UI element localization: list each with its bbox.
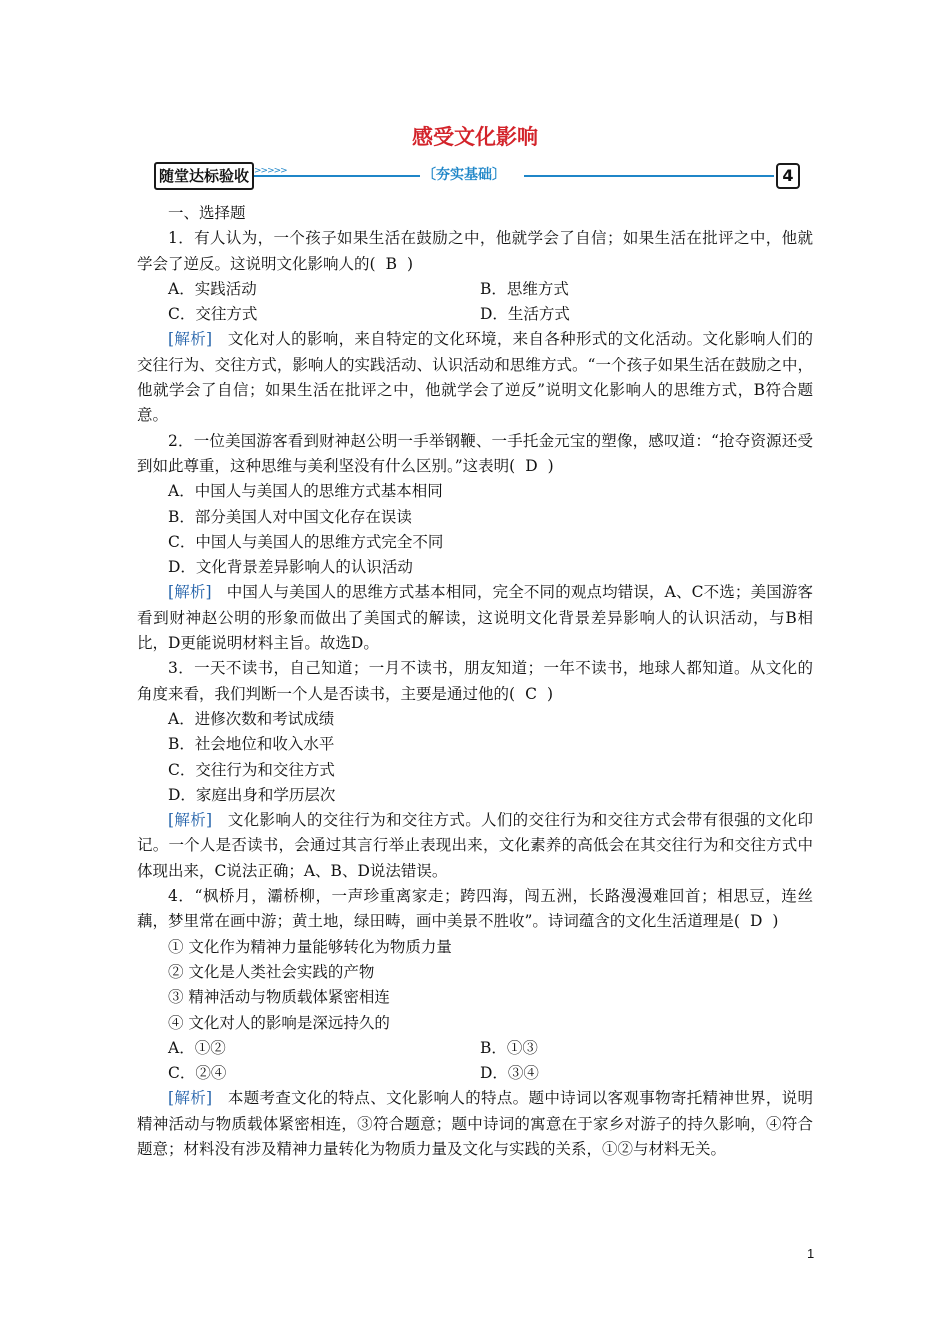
q4-item-3: ③ 精神活动与物质载体紧密相连 bbox=[168, 988, 390, 1007]
question-3 bbox=[137, 656, 813, 707]
banner-tag: 〔夯实基础〕 bbox=[422, 167, 506, 183]
banner-label: 随堂达标验收 bbox=[154, 162, 254, 190]
q2-option-c: C．中国人与美国人的思维方式完全不同 bbox=[168, 532, 444, 551]
page-number: 1 bbox=[807, 1246, 815, 1261]
q4-analysis bbox=[137, 1086, 813, 1162]
banner-arrows: >>>>> bbox=[254, 166, 287, 176]
q2-answer: D bbox=[525, 456, 538, 475]
q1-analysis bbox=[137, 327, 813, 428]
q1-option-a: A．实践活动 bbox=[168, 279, 257, 298]
q2-option-d: D．文化背景差异影响人的认识活动 bbox=[168, 558, 413, 577]
q3-analysis-text: 文化影响人的交往行为和交往方式。人们的交往行为和交往方式会带有很强的文化印记。一个人是否读书，会通过其言行举止表现出来，文化素养的高低会在其交往行为和交往方式中体现出来，C说法正确；A、B、D说法错误。 bbox=[137, 811, 813, 880]
q3-analysis bbox=[137, 808, 813, 884]
q2-analysis-label: [解析] bbox=[168, 583, 212, 602]
q4-analysis-label: [解析] bbox=[168, 1089, 213, 1108]
q4-options-row2 bbox=[137, 1061, 813, 1086]
q4-item-4: ④ 文化对人的影响是深远持久的 bbox=[168, 1013, 390, 1032]
q3-analysis-label: [解析] bbox=[168, 811, 213, 830]
document-body bbox=[137, 201, 813, 1162]
question-4 bbox=[137, 884, 813, 935]
q4-options-row1 bbox=[137, 1036, 813, 1061]
q1-analysis-text: 文化对人的影响，来自特定的文化环境，来自各种形式的文化活动。文化影响人们的交往行为、交往方式，影响人的实践活动、认识活动和思维方式。“一个孩子如果生活在鼓励之中，他就学会了自信；如果生活在批评之中，他就学会了逆反”说明文化影响人的思维方式，B符合题意。 bbox=[137, 330, 813, 425]
q3-answer: C bbox=[525, 684, 537, 703]
q3-option-d: D．家庭出身和学历层次 bbox=[168, 785, 336, 804]
q4-item-2: ② 文化是人类社会实践的产物 bbox=[168, 962, 375, 981]
q1-close: ) bbox=[406, 254, 414, 273]
q2-option-a: A．中国人与美国人的思维方式基本相同 bbox=[168, 482, 443, 501]
q2-analysis bbox=[137, 580, 813, 656]
q4-answer: D bbox=[749, 912, 763, 931]
q4-option-d: D．③④ bbox=[480, 1064, 539, 1083]
q1-option-c: C．交往方式 bbox=[168, 305, 258, 324]
q2-option-b: B．部分美国人对中国文化存在误读 bbox=[168, 507, 412, 526]
question-1 bbox=[137, 226, 813, 277]
q1-stem-b: 他就学会了逆反。这说明文化影响人的( bbox=[137, 229, 813, 273]
q3-option-c: C．交往行为和交往方式 bbox=[168, 760, 335, 779]
q3-close: ) bbox=[546, 684, 553, 703]
section-banner bbox=[154, 160, 800, 190]
q1-analysis-label: [解析] bbox=[168, 330, 213, 349]
section-heading: 一、选择题 bbox=[168, 204, 246, 222]
q1-option-b: B．思维方式 bbox=[480, 279, 569, 298]
q3-stem: 3．一天不读书，自己知道；一月不读书，朋友知道；一年不读书，地球人都知道。从文化的角度来看，我们判断一个人是否读书，主要是通过他的( bbox=[137, 659, 813, 703]
q4-item-1: ① 文化作为精神力量能够转化为物质力量 bbox=[168, 937, 452, 956]
q2-analysis-text: 中国人与美国人的思维方式基本相同，完全不同的观点均错误，A、C不选；美国游客看到财神赵公明的形象而做出了美国式的解读，这说明文化背景差异影响人的认识活动，与B相比，D更能说明材料主旨。故选D。 bbox=[137, 583, 813, 653]
q3-option-a: A．进修次数和考试成绩 bbox=[168, 709, 335, 728]
q4-option-a: A．①② bbox=[168, 1038, 226, 1057]
q2-stem: 2．一位美国游客看到财神赵公明一手举钢鞭、一手托金元宝的塑像，感叹道：“抢夺资源还受到如此尊重，这种思维与美利坚没有什么区别。”这表明( bbox=[137, 431, 813, 475]
q4-option-b: B．①③ bbox=[480, 1038, 538, 1057]
q4-analysis-text: 本题考查文化的特点、文化影响人的特点。题中诗词以客观事物寄托精神世界，说明精神活动与物质载体紧密相连，③符合题意；题中诗词的寓意在于家乡对游子的持久影响，④符合题意；材料没有涉及精神力量转化为物质力量及文化与实践的关系，①②与材料无关。 bbox=[137, 1089, 813, 1158]
q1-stem-a: 1．有人认为，一个孩子如果生活在鼓励之中，他就学会了自信；如果生活在批评之中， bbox=[168, 229, 782, 248]
banner-line-right bbox=[524, 175, 774, 177]
q1-options-row1 bbox=[137, 277, 813, 302]
q3-option-b: B．社会地位和收入水平 bbox=[168, 735, 335, 754]
q4-option-c: C．②④ bbox=[168, 1064, 227, 1083]
q2-close: ) bbox=[547, 456, 554, 475]
q4-close: ) bbox=[772, 912, 779, 931]
page-title: 感受文化影响 bbox=[412, 125, 538, 149]
q1-answer: B bbox=[385, 254, 397, 273]
q4-stem: 4．“枫桥月，灞桥柳，一声珍重离家走；跨四海，闯五洲，长路漫漫难回首；相思豆，连丝藕，梦里常在画中游；黄土地，绿田畴，画中美景不胜收”。诗词蕴含的文化生活道理是( bbox=[137, 887, 813, 931]
q1-options-row2 bbox=[137, 302, 813, 327]
question-2 bbox=[137, 429, 813, 480]
q1-option-d: D．生活方式 bbox=[480, 305, 570, 324]
banner-number: 4 bbox=[776, 163, 800, 189]
